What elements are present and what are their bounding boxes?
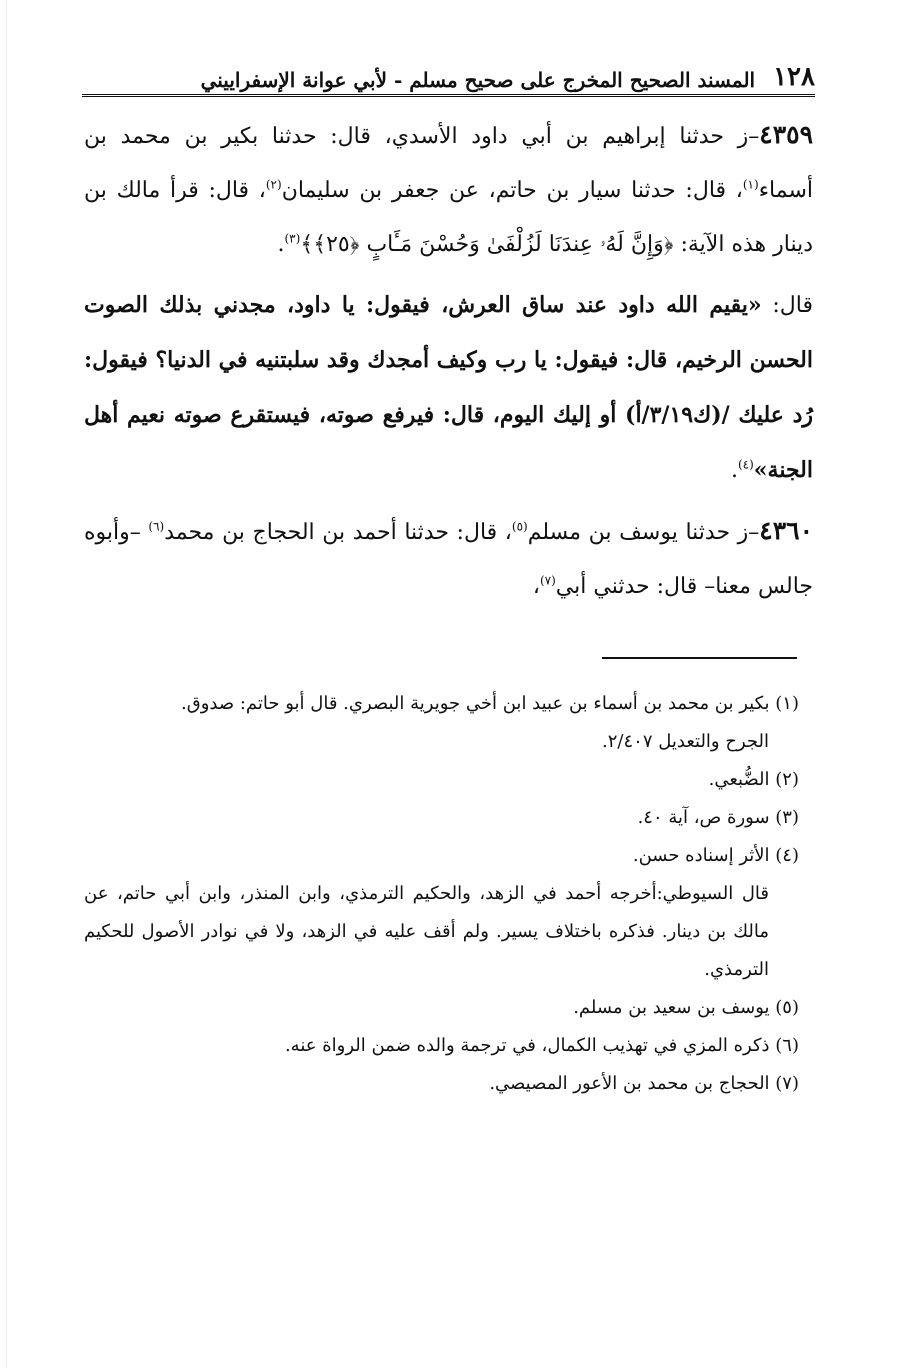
footnote-6: (٦) ذكره المزي في تهذيب الكمال، في ترجمة والده ضمن الرواة عنه. <box>284 1035 799 1056</box>
page-header <box>82 58 815 97</box>
footnote-3: (٣) سورة ص، آية ٤٠. <box>637 807 799 828</box>
main-text <box>84 108 813 614</box>
hadith-text: –وأبوه جالس معنا– قال: حدثني أبي <box>84 520 813 599</box>
footnotes <box>84 685 799 1103</box>
hadith-4359-matn <box>84 278 813 498</box>
hadith-number: ٤٣٦٠ <box>759 516 814 545</box>
footnote-1-continuation: الجرح والتعديل ٢/٤٠٧. <box>602 731 769 752</box>
footnote-ref[interactable]: (١) <box>742 177 759 192</box>
page-number: ١٢٨ <box>773 62 815 92</box>
footnote-ref[interactable]: (٦) <box>148 519 165 534</box>
footnote-2: (٢) الضُّبعي. <box>708 769 799 790</box>
hadith-number: ٤٣٥٩ <box>759 120 813 149</box>
footnote-ref[interactable]: (٥) <box>511 519 528 534</box>
hadith-text: . <box>277 232 285 257</box>
footnote-4: (٤) الأثر إسناده حسن. <box>632 845 799 866</box>
footnote-5: (٥) يوسف بن سعيد بن مسلم. <box>573 997 799 1018</box>
footnote-4-detail: قال السيوطي:أخرجه أحمد في الزهد، والحكيم الترمذي، وابن المنذر، وابن أبي حاتم، عن مالك بن دينار. فذكره باختلاف يسير. ولم أقف عليه في الزهد، ولا في نوادر الأصول للحكيم الترمذي. <box>84 883 769 980</box>
hadith-4360 <box>84 504 813 614</box>
hadith-text: –ز حدثنا إبراهيم بن أبي داود الأسدي، قال: حدثنا بكير بن محمد بن أسماء <box>84 124 813 203</box>
hadith-text: . <box>730 458 738 483</box>
qala-label: قال: <box>761 293 813 318</box>
footnote-ref[interactable]: (٤) <box>737 457 754 472</box>
footnote-separator <box>602 657 797 659</box>
hadith-text: ، قال: قرأ مالك بن دينار هذه الآية: <box>84 178 813 257</box>
footnote-ref[interactable]: (٢) <box>265 177 282 192</box>
hadith-text: ، قال: حدثنا سيار بن حاتم، عن جعفر بن سليمان <box>281 178 743 203</box>
hadith-text: ، <box>532 574 540 599</box>
running-title: المسند الصحيح المخرج على صحيح مسلم - لأبي عوانة الإسفراييني <box>200 68 756 92</box>
footnote-1: (١) بكير بن محمد بن أسماء بن عبيد ابن أخي جويرية البصري. قال أبو حاتم: صدوق. <box>181 693 799 714</box>
hadith-text: –ز حدثنا يوسف بن مسلم <box>527 520 760 545</box>
footnote-ref[interactable]: (٣) <box>284 231 301 246</box>
page-edge-shadow <box>6 0 7 1368</box>
hadith-4359-isnad <box>84 108 813 272</box>
hadith-text: ، قال: حدثنا أحمد بن الحجاج بن محمد <box>164 520 512 545</box>
hadith-quote: «يقيم الله داود عند ساق العرش، فيقول: يا داود، مجدني بذلك الصوت الحسن الرخيم، قال: فيقول: يا رب وكيف أمجدك وقد سلبتنيه في الدنيا؟ فيقول: رُد عليك /(ك٣/١٩/أ) أو إليك اليوم، قال: فيرفع صوته، فيستقرع صوته نعيم أهل الجنة» <box>84 292 814 483</box>
footnote-ref[interactable]: (٧) <box>539 573 556 588</box>
footnote-7: (٧) الحجاج بن محمد بن الأعور المصيصي. <box>489 1073 799 1094</box>
quran-verse: ﴿وَإِنَّ لَهُۥ عِندَنَا لَزُلْفَىٰ وَحُسْنَ مَـَٔابٍ ﴿٢٥﴾﴾ <box>300 232 674 257</box>
